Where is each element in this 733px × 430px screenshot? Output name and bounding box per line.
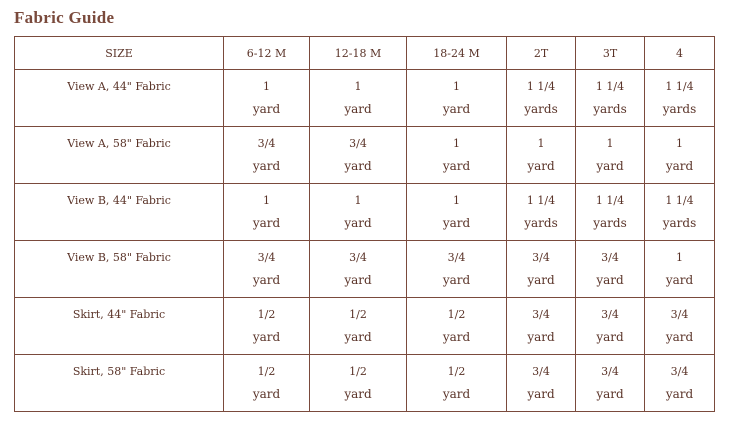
quantity-unit: yard <box>442 102 471 116</box>
column-header-size: SIZE <box>15 37 224 70</box>
quantity-unit: yard <box>442 273 471 287</box>
quantity-cell <box>645 241 715 298</box>
quantity-cell <box>645 355 715 412</box>
row-label-cell <box>15 70 224 127</box>
quantity-unit: yards <box>662 216 697 230</box>
quantity-unit: yards <box>593 216 627 230</box>
column-header-18-24m: 18-24 M <box>407 37 507 70</box>
quantity-value: 1 <box>676 137 683 150</box>
quantity-value: 1 1/4 <box>595 194 625 207</box>
fabric-guide-table <box>14 36 715 412</box>
quantity-cell <box>576 127 645 184</box>
quantity-value: 1 <box>354 80 362 93</box>
row-label-cell <box>15 241 224 298</box>
quantity-cell <box>507 184 576 241</box>
column-header-6-12m: 6-12 M <box>224 37 310 70</box>
quantity-cell <box>576 241 645 298</box>
quantity-cell <box>310 184 407 241</box>
quantity-value: 1/2 <box>447 365 466 378</box>
quantity-unit: yard <box>596 330 624 344</box>
quantity-unit: yard <box>252 330 281 344</box>
quantity-value: 3/4 <box>349 137 367 150</box>
quantity-cell <box>310 127 407 184</box>
quantity-cell <box>407 298 507 355</box>
quantity-unit: yard <box>344 159 372 173</box>
quantity-value: 1/2 <box>257 365 276 378</box>
quantity-value: 3/4 <box>447 251 466 264</box>
quantity-value: 1/2 <box>349 365 367 378</box>
quantity-unit: yard <box>596 273 624 287</box>
quantity-value: 1 1/4 <box>526 194 556 207</box>
page-title: Fabric Guide <box>14 8 115 27</box>
quantity-value: 3/4 <box>601 308 619 321</box>
quantity-unit: yard <box>344 216 372 230</box>
row-label: View A, 58" Fabric <box>67 137 171 150</box>
quantity-unit: yard <box>527 330 555 344</box>
quantity-value: 1 <box>354 194 362 207</box>
quantity-unit: yard <box>665 159 694 173</box>
quantity-cell <box>407 184 507 241</box>
quantity-cell <box>507 70 576 127</box>
quantity-cell <box>645 70 715 127</box>
quantity-value: 1 1/4 <box>665 80 694 93</box>
quantity-value: 1 <box>263 194 270 207</box>
quantity-cell <box>507 298 576 355</box>
quantity-cell <box>507 241 576 298</box>
row-label-cell <box>15 127 224 184</box>
quantity-unit: yards <box>524 216 558 230</box>
column-header-3t: 3T <box>576 37 645 70</box>
row-label-cell <box>15 298 224 355</box>
quantity-value: 1 <box>453 194 460 207</box>
quantity-cell <box>310 355 407 412</box>
table-row <box>15 241 715 298</box>
quantity-unit: yard <box>665 273 694 287</box>
quantity-cell <box>224 184 310 241</box>
quantity-unit: yard <box>252 387 281 401</box>
quantity-unit: yards <box>593 102 627 116</box>
quantity-unit: yard <box>442 216 471 230</box>
quantity-unit: yard <box>252 102 281 116</box>
quantity-value: 3/4 <box>532 365 550 378</box>
quantity-cell <box>407 127 507 184</box>
quantity-value: 1 <box>263 80 270 93</box>
row-label: View B, 44" Fabric <box>67 194 171 207</box>
quantity-unit: yard <box>252 273 281 287</box>
quantity-cell <box>507 355 576 412</box>
quantity-unit: yard <box>344 273 372 287</box>
quantity-unit: yard <box>442 387 471 401</box>
quantity-cell <box>507 127 576 184</box>
quantity-cell <box>576 355 645 412</box>
quantity-unit: yard <box>665 330 694 344</box>
table-row <box>15 70 715 127</box>
quantity-cell <box>407 70 507 127</box>
quantity-unit: yard <box>596 387 624 401</box>
quantity-value: 3/4 <box>532 308 550 321</box>
quantity-unit: yard <box>344 387 372 401</box>
quantity-cell <box>224 355 310 412</box>
quantity-value: 1/2 <box>349 308 367 321</box>
quantity-cell <box>224 127 310 184</box>
quantity-cell <box>645 298 715 355</box>
quantity-unit: yard <box>252 159 281 173</box>
quantity-value: 1 <box>537 137 545 150</box>
quantity-cell <box>645 127 715 184</box>
quantity-value: 1 <box>453 137 460 150</box>
quantity-value: 1 <box>453 80 460 93</box>
quantity-cell <box>310 241 407 298</box>
quantity-unit: yard <box>527 387 555 401</box>
quantity-unit: yard <box>665 387 694 401</box>
quantity-unit: yards <box>662 102 697 116</box>
quantity-value: 3/4 <box>532 251 550 264</box>
row-label: View A, 44" Fabric <box>67 80 171 93</box>
quantity-unit: yard <box>344 330 372 344</box>
quantity-cell <box>407 355 507 412</box>
quantity-value: 1 1/4 <box>526 80 556 93</box>
quantity-value: 3/4 <box>349 251 367 264</box>
quantity-unit: yard <box>527 273 555 287</box>
quantity-value: 1/2 <box>447 308 466 321</box>
quantity-cell <box>576 70 645 127</box>
row-label: Skirt, 58" Fabric <box>72 365 166 378</box>
row-label-cell <box>15 355 224 412</box>
quantity-unit: yard <box>527 159 555 173</box>
quantity-cell <box>407 241 507 298</box>
quantity-cell <box>310 70 407 127</box>
quantity-value: 3/4 <box>601 365 619 378</box>
quantity-value: 1 1/4 <box>665 194 694 207</box>
row-label: View B, 58" Fabric <box>67 251 171 264</box>
row-label-cell <box>15 184 224 241</box>
quantity-value: 3/4 <box>670 365 689 378</box>
column-header-2t: 2T <box>507 37 576 70</box>
quantity-unit: yard <box>442 330 471 344</box>
column-header-4: 4 <box>645 37 715 70</box>
quantity-value: 3/4 <box>257 251 276 264</box>
quantity-value: 1 <box>606 137 614 150</box>
quantity-value: 1/2 <box>257 308 276 321</box>
quantity-unit: yard <box>252 216 281 230</box>
quantity-cell <box>576 298 645 355</box>
quantity-unit: yards <box>524 102 558 116</box>
quantity-unit: yard <box>596 159 624 173</box>
quantity-cell <box>224 298 310 355</box>
quantity-value: 3/4 <box>670 308 689 321</box>
quantity-value: 3/4 <box>257 137 276 150</box>
quantity-cell <box>576 184 645 241</box>
quantity-cell <box>310 298 407 355</box>
quantity-cell <box>224 70 310 127</box>
row-label: Skirt, 44" Fabric <box>72 308 166 321</box>
column-header-12-18m: 12-18 M <box>310 37 407 70</box>
quantity-value: 1 <box>676 251 683 264</box>
quantity-value: 3/4 <box>601 251 619 264</box>
quantity-cell <box>645 184 715 241</box>
quantity-cell <box>224 241 310 298</box>
table-row <box>15 184 715 241</box>
quantity-unit: yard <box>344 102 372 116</box>
table-row <box>15 127 715 184</box>
header-row <box>15 37 715 70</box>
table-row <box>15 298 715 355</box>
quantity-unit: yard <box>442 159 471 173</box>
table-row <box>15 355 715 412</box>
quantity-value: 1 1/4 <box>595 80 625 93</box>
